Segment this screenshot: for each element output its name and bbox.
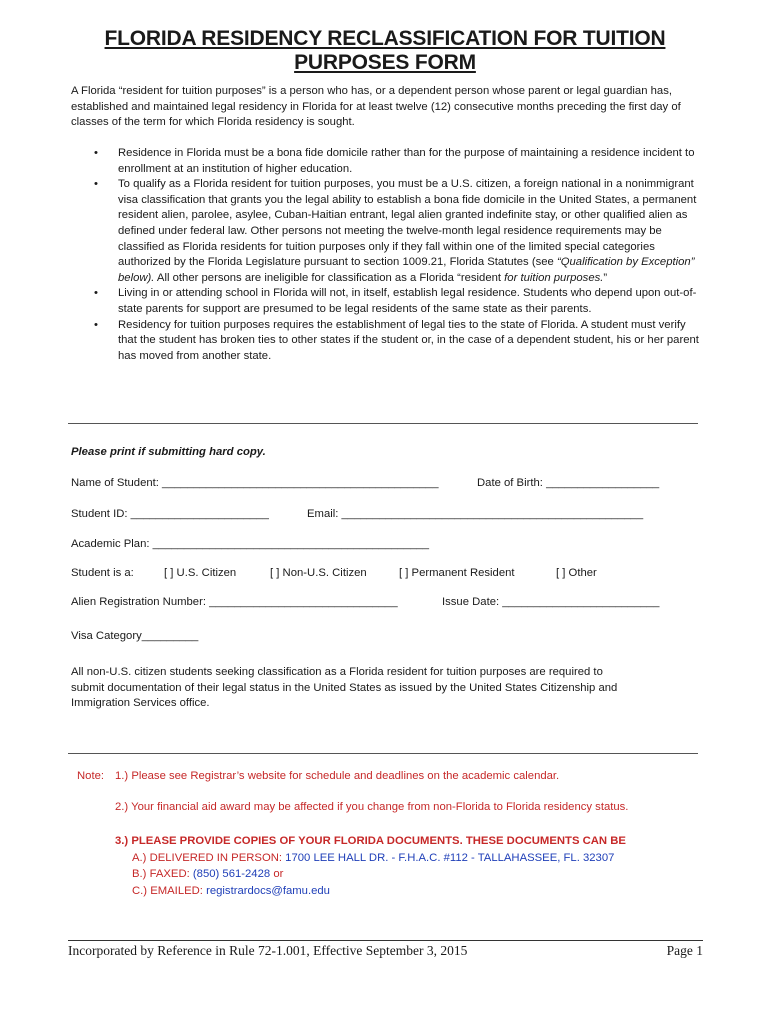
delivery-option-label: B.) FAXED: (132, 868, 190, 880)
footer-divider (68, 940, 703, 941)
non-us-note-line: All non-U.S. citizen students seeking classification as a Florida resident for tuition purposes are required to (71, 666, 603, 678)
list-item-italic: for tuition purposes. (504, 271, 604, 284)
issue-date-field[interactable]: Issue Date: _________________________ (442, 596, 660, 608)
delivery-option-c (132, 884, 330, 900)
bullet-icon: • (94, 318, 98, 331)
non-us-citizen-checkbox[interactable]: [ ] Non-U.S. Citizen (270, 567, 367, 579)
bullet-icon: • (94, 178, 98, 191)
note-item-2: 2.) Your financial aid award may be affected if you change from non-Florida to Florida residency status. (115, 801, 629, 813)
list-item-text: Residence in Florida must be a bona fide domicile rather than for the purpose of maintaining a residence incident to enrollment at an institution of higher education. (118, 147, 695, 175)
list-item-text: ” (603, 271, 608, 284)
delivery-address: 1700 LEE HALL DR. - F.H.A.C. #112 - TALLAHASSEE, FL. 32307 (285, 852, 615, 864)
non-us-note-line: Immigration Services office. (71, 697, 210, 709)
footer-reference: Incorporated by Reference in Rule 72-1.001, Effective September 3, 2015 (68, 943, 468, 958)
note-item-3: 3.) PLEASE PROVIDE COPIES OF YOUR FLORIDA DOCUMENTS. THESE DOCUMENTS CAN BE (115, 835, 626, 847)
list-item (71, 146, 706, 177)
date-of-birth-field[interactable]: Date of Birth: __________________ (477, 477, 660, 489)
print-note: Please print if submitting hard copy. (71, 446, 266, 458)
intro-paragraph: A Florida “resident for tuition purposes” is a person who has, or a dependent person whose parent or legal guardian has, established and maintained legal residency in Florida for at least twelve (12) consecutive months preceding the first day of classes of the term for which Florida residency is sought. (71, 85, 681, 129)
form-title-line2: PURPOSES FORM (294, 51, 476, 74)
delivery-option-label: C.) EMAILED: (132, 885, 203, 897)
page-number: Page 1 (666, 943, 703, 958)
section-divider (68, 753, 698, 754)
non-us-note-line: submit documentation of their legal status in the United States as issued by the United States Citizenship and (71, 682, 618, 694)
list-item (71, 318, 706, 365)
email-field[interactable]: Email: ________________________________________________ (307, 508, 644, 520)
delivery-option-label: A.) DELIVERED IN PERSON: (132, 852, 283, 864)
note-label: Note: (77, 770, 105, 782)
list-item (71, 177, 706, 286)
delivery-or: or (273, 868, 284, 880)
requirements-list (71, 146, 706, 364)
list-item-text: All other persons are ineligible for classification as a Florida “resident (154, 271, 505, 284)
form-title-line1: FLORIDA RESIDENCY RECLASSIFICATION FOR TUITION (104, 27, 666, 50)
academic-plan-field[interactable]: Academic Plan: ____________________________________________ (71, 538, 430, 550)
bullet-icon: • (94, 287, 98, 300)
permanent-resident-checkbox[interactable]: [ ] Permanent Resident (399, 567, 515, 579)
list-item-text: To qualify as a Florida resident for tuition purposes, you must be a U.S. citizen, a foreign national in a nonimmigrant visa classification that grants you the legal ability to establish a bona fide domicile in the United States, a permanent resident alien, parolee, asylee, Cuban-Haitian entrant, legal alien granted indefinite stay, or other qualified alien as defined under federal law. Other persons not meeting the twelve-month legal residence requirements may be classified as Florida residents for tuition purposes only if they fall within one of the limited special categories authorized by the Florida Legislature pursuant to section 1009.21, Florida Statutes (see (118, 178, 697, 269)
list-item-text: Living in or attending school in Florida will not, in itself, establish legal residence. Students who depend upon out-of-state parents for support are presumed to be legal residents of the same state as their parents. (118, 287, 697, 315)
name-of-student-field[interactable]: Name of Student: ____________________________________________ (71, 477, 439, 489)
list-item-italic: “Qualification by Exception” below). (118, 256, 695, 284)
list-item (71, 286, 706, 317)
fax-number: (850) 561-2428 (192, 868, 271, 880)
delivery-option-b (132, 867, 283, 883)
us-citizen-checkbox[interactable]: [ ] U.S. Citizen (164, 567, 237, 579)
form-title (40, 27, 730, 75)
bullet-icon: • (94, 147, 98, 159)
other-checkbox[interactable]: [ ] Other (556, 567, 597, 579)
delivery-option-a (132, 851, 614, 867)
email-link[interactable]: registrardocs@famu.edu (206, 885, 330, 897)
alien-registration-field[interactable]: Alien Registration Number: ______________________________ (71, 596, 398, 608)
visa-category-field[interactable]: Visa Category_________ (71, 630, 199, 642)
student-is-a-label: Student is a: (71, 567, 134, 579)
student-id-field[interactable]: Student ID: ______________________ (71, 508, 269, 520)
note-item-1: 1.) Please see Registrar’s website for schedule and deadlines on the academic calendar. (115, 770, 560, 782)
list-item-text: Residency for tuition purposes requires the establishment of legal ties to the state of Florida. A student must verify that the student has broken ties to other states if the student or, in the case of a dependent student, his or her parent has moved from another state. (118, 318, 699, 362)
section-divider (68, 423, 698, 424)
